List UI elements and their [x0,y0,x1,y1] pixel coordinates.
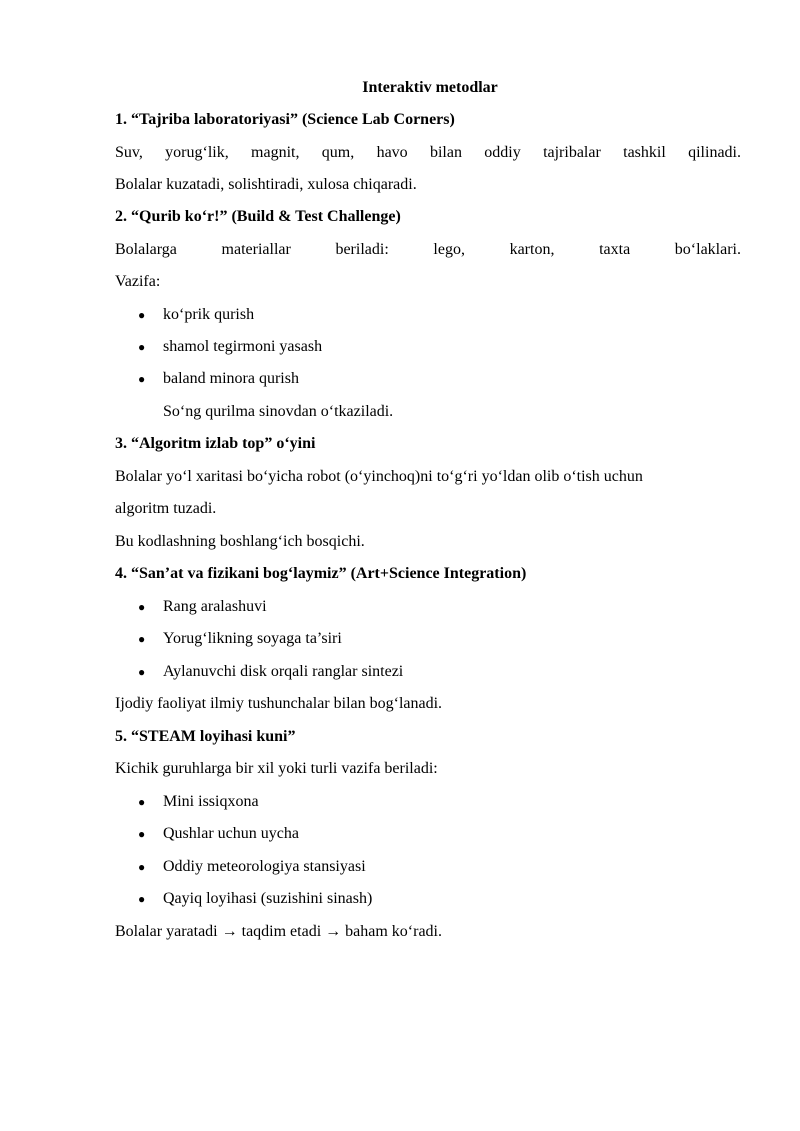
section-3-heading: 3. “Algoritm izlab top” o‘yini [115,435,316,452]
list-item: Oddiy meteorologiya stansiyasi [163,858,366,875]
bullet-icon: ● [138,860,146,874]
list-item: ko‘prik qurish [163,306,255,323]
list-item: Yorug‘likning soyaga ta’siri [163,630,342,647]
section-4-after: Ijodiy faoliyat ilmiy tushunchalar bilan bog‘lanadi. [115,695,443,712]
bullet-icon: ● [138,665,146,679]
section-2-line-2: Vazifa: [115,273,161,290]
section-2-after: So‘ng qurilma sinovdan o‘tkaziladi. [163,403,394,420]
section-5-line-1: Kichik guruhlarga bir xil yoki turli vazifa beriladi: [115,760,438,777]
bullet-icon: ● [138,827,146,841]
list-item: Mini issiqxona [163,793,259,810]
bullet-icon: ● [138,632,146,646]
bullet-icon: ● [138,795,146,809]
list-item: shamol tegirmoni yasash [163,338,323,355]
bullet-icon: ● [138,892,146,906]
section-1-heading: 1. “Tajriba laboratoriyasi” (Science Lab Corners) [115,111,455,128]
bullet-icon: ● [138,372,146,386]
list-item: Qushlar uchun uycha [163,825,299,842]
page-title: Interaktiv metodlar [362,79,498,96]
section-2-heading: 2. “Qurib ko‘r!” (Build & Test Challenge) [115,208,401,225]
section-3-line-2: algoritm tuzadi. [115,500,217,517]
section-4-heading: 4. “San’at va fizikani bog‘laymiz” (Art+Science Integration) [115,565,527,582]
list-item: Rang aralashuvi [163,598,267,615]
bullet-icon: ● [138,600,146,614]
section-1-line-1: Suv, yorug‘lik, magnit, qum, havo bilan oddiy tajribalar tashkil qilinadi. [115,144,741,161]
bullet-icon: ● [138,340,146,354]
bullet-icon: ● [138,308,146,322]
list-item: Aylanuvchi disk orqali ranglar sintezi [163,663,404,680]
section-3-line-3: Bu kodlashning boshlang‘ich bosqichi. [115,533,365,550]
section-2-line-1: Bolalarga materiallar beriladi: lego, karton, taxta bo‘laklari. [115,241,741,258]
section-1-line-2: Bolalar kuzatadi, solishtiradi, xulosa chiqaradi. [115,176,417,193]
list-item: baland minora qurish [163,370,299,387]
section-5-after: Bolalar yaratadi → taqdim etadi → baham ko‘radi. [115,923,442,940]
list-item: Qayiq loyihasi (suzishini sinash) [163,890,373,907]
section-3-line-1: Bolalar yo‘l xaritasi bo‘yicha robot (o‘yinchoq)ni to‘g‘ri yo‘ldan olib o‘tish uchun [115,468,643,485]
section-5-heading: 5. “STEAM loyihasi kuni” [115,728,296,745]
